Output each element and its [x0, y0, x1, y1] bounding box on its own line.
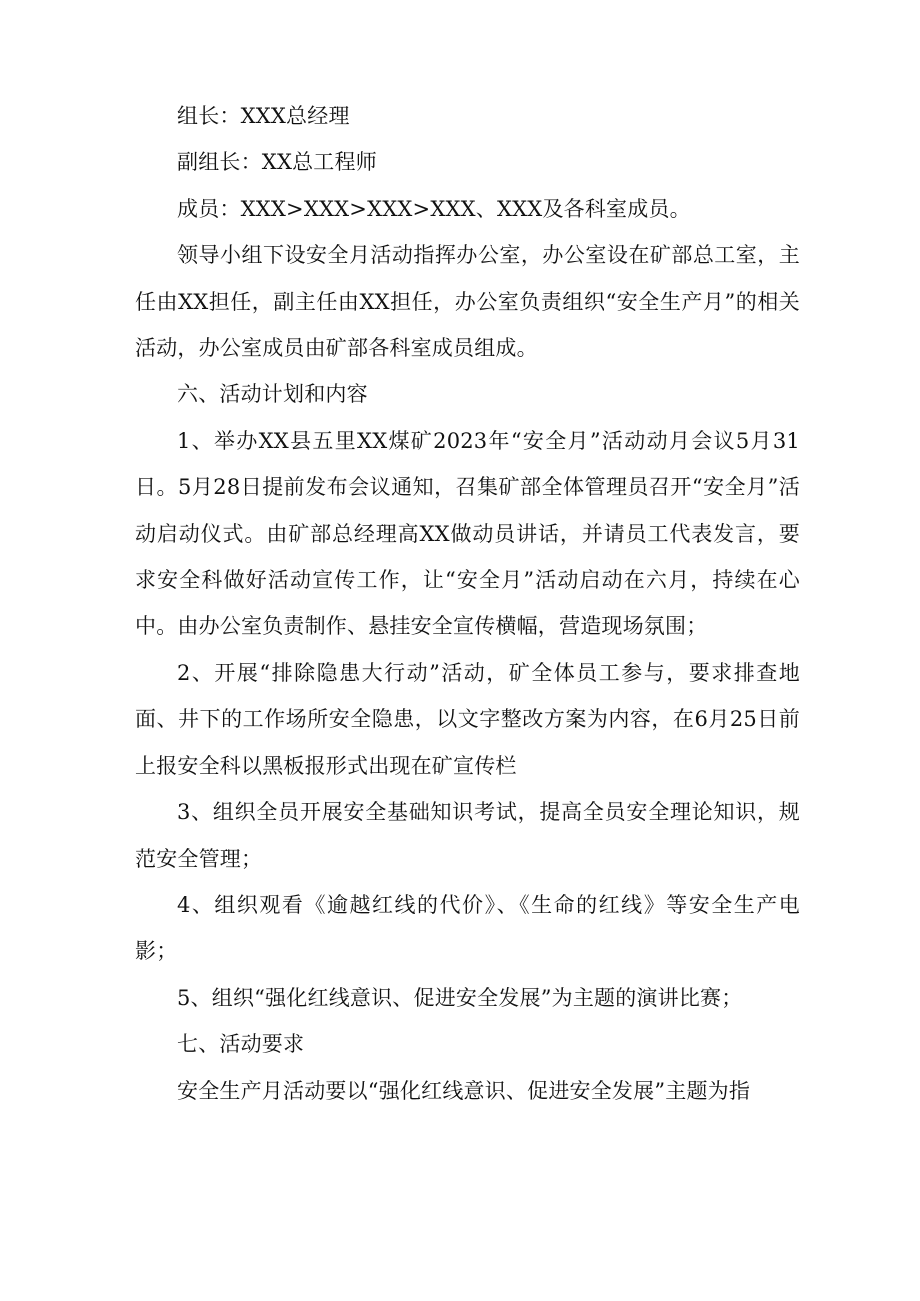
section-heading-plan: 六、活动计划和内容 — [177, 382, 368, 407]
deputy-leader-line: 副组长：XX总工程师 — [177, 150, 377, 175]
plan-item-1: 1、举办XX县五里XX煤矿2023年“安全月”活动动月会议5月31日。5月28日提前发布会议通知，召集矿部全体管理员召开“安全月”活动启动仪式。由矿部总经理高XX做动员讲话，并请员工代表发言，要求安全科做好活动宣传工作，让“安全月”活动启动在六月，持续在心中。由办公室负责制作、悬挂安全宣传横幅，营造现场氛围； — [135, 428, 800, 639]
document-body — [135, 93, 800, 1114]
team-leader-line: 组长：XXX总经理 — [177, 104, 350, 128]
plan-item-2: 2、开展“排除隐患大行动”活动，矿全体员工参与，要求排查地面、井下的工作场所安全隐患，以文字整改方案为内容，在6月25日前上报安全科以黑板报形式出现在矿宣传栏 — [135, 660, 800, 778]
plan-item-3: 3、组织全员开展安全基础知识考试，提高全员安全理论知识，规范安全管理； — [135, 800, 800, 871]
requirements-paragraph: 安全生产月活动要以“强化红线意识、促进安全发展”主题为指 — [177, 1078, 751, 1103]
office-setup-paragraph: 领导小组下设安全月活动指挥办公室，办公室设在矿部总工室，主任由XX担任，副主任由XX担任，办公室负责组织“安全生产月”的相关活动，办公室成员由矿部各科室成员组成。 — [135, 243, 800, 361]
section-heading-requirements: 七、活动要求 — [177, 1032, 305, 1057]
plan-item-5: 5、组织“强化红线意识、促进安全发展”为主题的演讲比赛； — [177, 985, 743, 1010]
members-line: 成员：XXX>XXX>XXX>XXX、XXX及各科室成员。 — [177, 196, 691, 221]
plan-item-4: 4、组织观看《逾越红线的代价》、《生命的红线》等安全生产电影； — [135, 892, 800, 964]
